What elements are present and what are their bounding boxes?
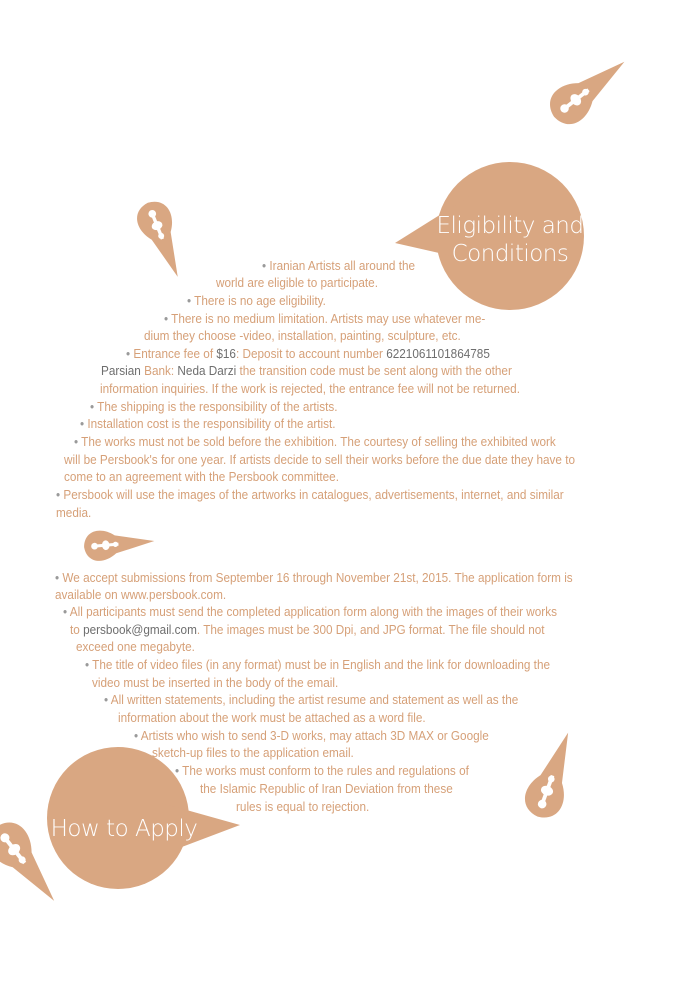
line-text: . The images must be 300 Dpi, and JPG format. The file should not: [196, 623, 545, 637]
apply-line: [55, 571, 573, 586]
eligibility-title-line-2: Conditions: [451, 241, 569, 267]
line-text: information inquiries. If the work is rejected, the entrance fee will not be returned.: [100, 382, 520, 396]
apply-line: [134, 729, 489, 744]
leaf-decoration-right-lower: [520, 726, 587, 823]
line-text: Entrance fee of: [133, 347, 217, 361]
bullet: •: [164, 312, 172, 326]
eligibility-line: [144, 329, 461, 344]
line-text: the Islamic Republic of Iran Deviation from these: [200, 782, 453, 796]
line-text: media.: [56, 506, 92, 520]
line-text: dium they choose -video, installation, painting, sculpture, etc.: [144, 329, 461, 343]
apply-line: [55, 588, 226, 603]
line-text: rules is equal to rejection.: [236, 800, 370, 814]
apply-line: [85, 658, 550, 673]
leaf-decoration-middle-left: [83, 526, 156, 562]
line-text: The shipping is the responsibility of the artists.: [97, 400, 338, 414]
apply-line: [200, 782, 453, 797]
bullet: •: [175, 764, 183, 778]
line-text: Bank:: [140, 364, 178, 378]
bullet: •: [85, 658, 93, 672]
line-text: Neda Darzi: [177, 364, 237, 378]
line-text: The title of video files (in any format) must be in English and the link for downloading the: [92, 658, 551, 672]
apply-line: [152, 746, 354, 761]
line-text: The works must not be sold before the exhibition. The courtesy of selling the exhibited work: [81, 435, 556, 449]
bullet: •: [90, 400, 98, 414]
eligibility-line: [80, 417, 336, 432]
bullet: •: [134, 729, 141, 743]
eligibility-line: [187, 294, 326, 309]
line-text: We accept submissions from September 16 through November 21st, 2015. The application form is: [62, 571, 573, 585]
line-text: persbook@gmail.com: [83, 623, 197, 637]
line-text: to: [70, 623, 84, 637]
line-text: will be Persbook's for one year. If artists decide to sell their works before the due date they have to: [64, 453, 576, 467]
apply-line: [63, 605, 557, 620]
eligibility-line: [216, 276, 378, 291]
eligibility-line: [56, 506, 91, 521]
apply-line: [92, 676, 338, 691]
line-text: sketch-up files to the application email.: [152, 746, 354, 760]
line-text: Artists who wish to send 3-D works, may attach 3D MAX or Google: [140, 729, 489, 743]
bullet: •: [262, 259, 270, 273]
bullet: •: [187, 294, 195, 308]
line-text: world are eligible to participate.: [216, 276, 378, 290]
apply-line: [236, 800, 369, 815]
line-text: Installation cost is the responsibility of the artist.: [87, 417, 336, 431]
line-text: There is no age eligibility.: [194, 294, 326, 308]
line-text: Parsian: [101, 364, 141, 378]
line-text: Iranian Artists all around the: [269, 259, 416, 273]
bullet: •: [63, 605, 70, 619]
how-to-apply-title: How to Apply: [50, 816, 198, 842]
apply-line: [76, 640, 195, 655]
leaf-decoration-left-upper: [132, 196, 194, 283]
line-text: There is no medium limitation. Artists may use whatever me-: [171, 312, 486, 326]
eligibility-line: [56, 488, 564, 503]
eligibility-line: [64, 453, 575, 468]
eligibility-line: [100, 382, 520, 397]
apply-line: [175, 764, 469, 779]
bullet: •: [104, 693, 111, 707]
eligibility-line: [164, 312, 485, 327]
leaf-decoration-top-right: [542, 47, 636, 132]
line-text: information about the work must be attached as a word file.: [118, 711, 426, 725]
eligibility-line: [90, 400, 338, 415]
apply-line: [104, 693, 518, 708]
eligibility-line: [262, 259, 415, 274]
eligibility-line: [64, 470, 339, 485]
eligibility-title-line-1: Eligibility and: [436, 213, 584, 239]
bullet: •: [74, 435, 82, 449]
apply-line: [118, 711, 426, 726]
bullet: •: [80, 417, 88, 431]
line-text: available on www.persbook.com.: [55, 588, 227, 602]
eligibility-line: [101, 364, 512, 379]
line-text: The works must conform to the rules and regulations of: [182, 764, 469, 778]
line-text: 6221061101864785: [386, 347, 490, 361]
apply-line: [70, 623, 545, 638]
line-text: come to an agreement with the Persbook committee.: [64, 470, 339, 484]
line-text: the transition code must be sent along with the other: [236, 364, 512, 378]
line-text: video must be inserted in the body of the email.: [92, 676, 339, 690]
line-text: exceed one megabyte.: [76, 640, 195, 654]
line-text: : Deposit to account number: [235, 347, 387, 361]
eligibility-line: [126, 347, 490, 362]
line-text: All written statements, including the artist resume and statement as well as the: [110, 693, 519, 707]
eligibility-title: [430, 212, 590, 268]
line-text: All participants must send the completed application form along with the images of their works: [69, 605, 557, 619]
bullet: •: [126, 347, 134, 361]
eligibility-line: [74, 435, 556, 450]
bullet: •: [56, 488, 64, 502]
bullet: •: [55, 571, 63, 585]
line-text: $16: [216, 347, 236, 361]
line-text: Persbook will use the images of the artworks in catalogues, advertisements, internet, and similar: [63, 488, 564, 502]
